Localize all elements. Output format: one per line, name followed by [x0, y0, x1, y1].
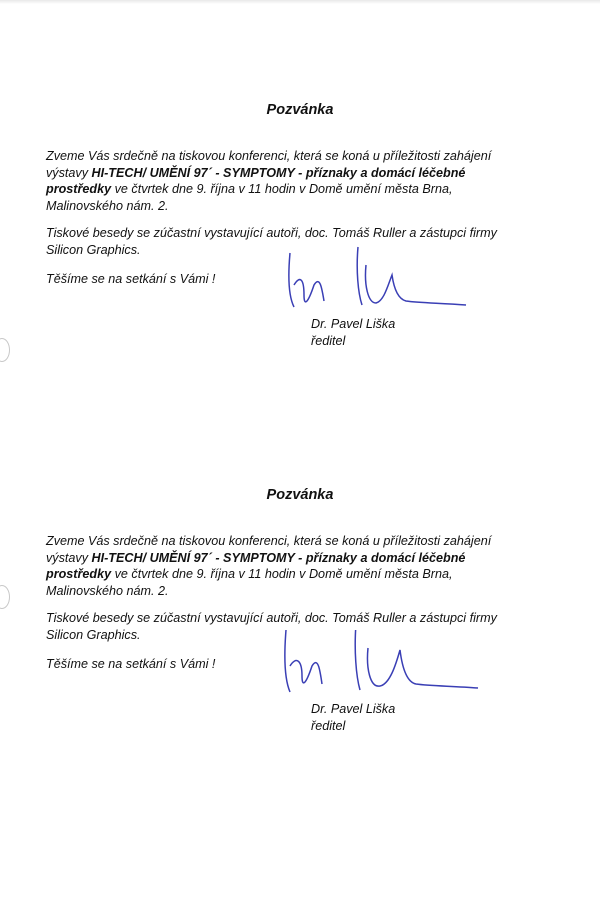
- invitation-bottom: [0, 385, 600, 835]
- exhibition-prefix: výstavy: [46, 550, 92, 565]
- exhibition-name: HI-TECH/ UMĚNÍ 97´ - SYMPTOMY - příznaky a domácí léčebné: [91, 550, 466, 565]
- event-date: ve čtvrtek dne 9. října v 11 hodin v Domě umění města Brna,: [111, 182, 453, 196]
- signer-block: [311, 701, 395, 735]
- invitation-paragraph-main: [46, 148, 546, 214]
- invitation-closing: Těšíme se na setkání s Vámi !: [46, 272, 216, 286]
- exhibition-name-continued: prostředky: [46, 182, 112, 196]
- text-line: Zveme Vás srdečně na tiskovou konferenci, která se koná u příležitosti zahájení: [46, 149, 492, 163]
- exhibition-name-continued: prostředky: [46, 567, 112, 581]
- event-address: Malinovského nám. 2.: [46, 583, 169, 598]
- invitation-title: Pozvánka: [266, 487, 334, 503]
- exhibition-name: HI-TECH/ UMĚNÍ 97´ - SYMPTOMY - příznaky a domácí léčebné: [91, 165, 466, 180]
- text-line: Tiskové besedy se zúčastní vystavující autoři, doc. Tomáš Ruller a zástupci firmy: [46, 611, 497, 625]
- text-line: [46, 181, 546, 198]
- event-address: Malinovského nám. 2.: [46, 198, 169, 213]
- signer-role: ředitel: [311, 334, 346, 348]
- signer-role: ředitel: [311, 719, 346, 733]
- text-line: Tiskové besedy se zúčastní vystavující autoři, doc. Tomáš Ruller a zástupci firmy: [46, 226, 497, 240]
- invitation-paragraph-main: [46, 533, 546, 599]
- text-line: [46, 550, 546, 567]
- handwritten-signature: [280, 245, 480, 320]
- text-line: Zveme Vás srdečně na tiskovou konferenci, která se koná u příležitosti zahájení: [46, 534, 492, 548]
- invitation-closing: Těšíme se na setkání s Vámi !: [46, 657, 216, 671]
- text-line: Silicon Graphics.: [46, 627, 141, 642]
- signer-name: Dr. Pavel Liška: [311, 317, 396, 331]
- invitation-title: Pozvánka: [266, 102, 334, 118]
- event-date: ve čtvrtek dne 9. října v 11 hodin v Domě umění města Brna,: [111, 567, 453, 581]
- exhibition-prefix: výstavy: [46, 165, 92, 180]
- handwritten-signature: [280, 630, 480, 705]
- signer-name: Dr. Pavel Liška: [311, 702, 396, 716]
- text-line: [46, 165, 546, 182]
- text-line: Silicon Graphics.: [46, 242, 141, 257]
- text-line: [46, 566, 546, 583]
- signer-block: [311, 316, 395, 350]
